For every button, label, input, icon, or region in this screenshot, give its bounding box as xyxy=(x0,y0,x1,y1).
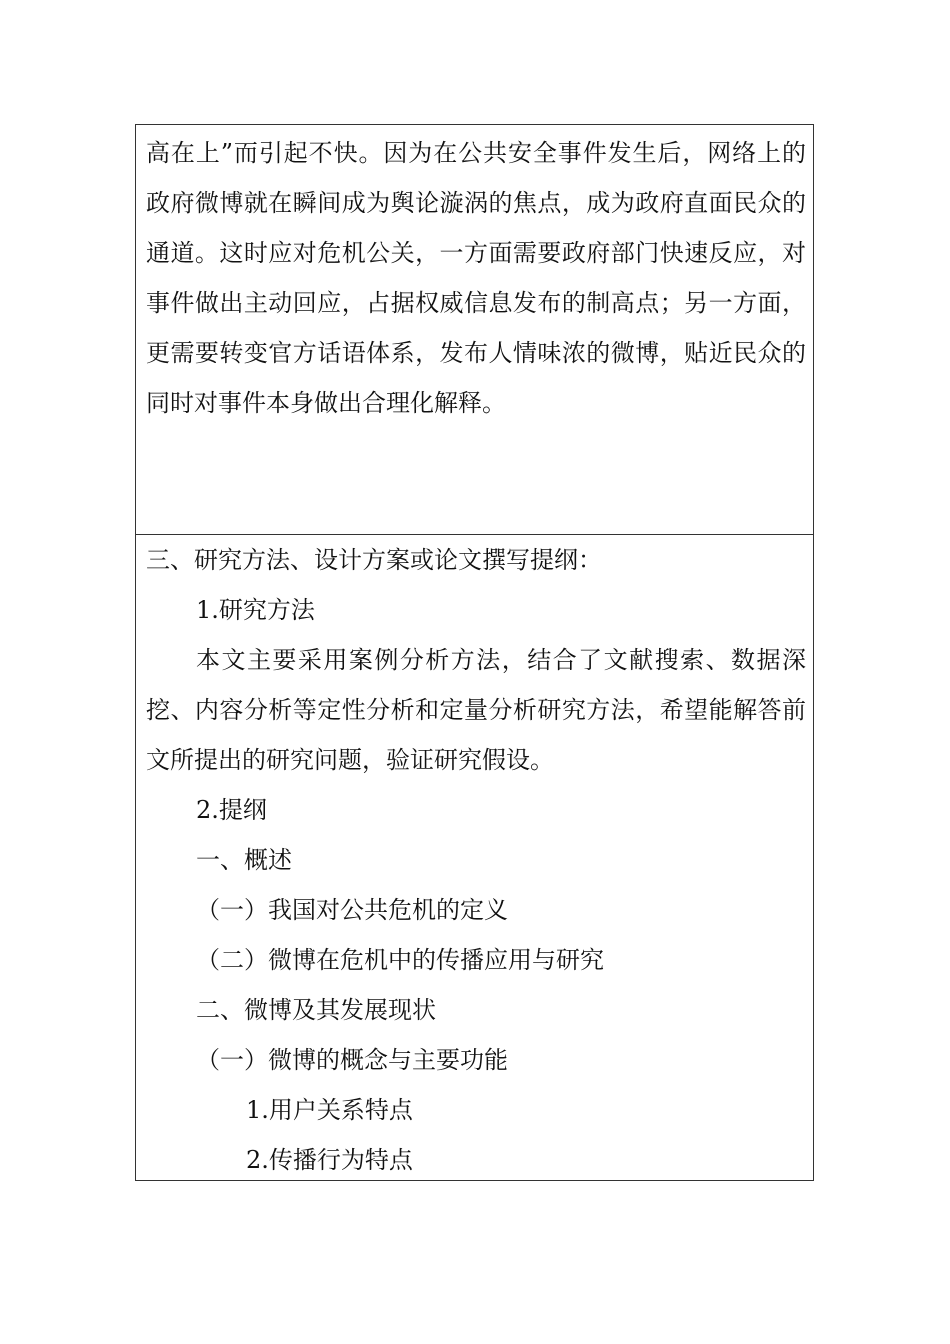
outline-item: （一）我国对公共危机的定义 xyxy=(196,896,508,924)
outline-item: 一、概述 xyxy=(196,846,292,874)
outline-title: 2.提纲 xyxy=(196,796,267,824)
research-method-paragraph: 本文主要采用案例分析方法，结合了文献搜索、数据深挖、内容分析等定性分析和定量分析研究方法，希望能解答前文所提出的研究问题，验证研究假设。 xyxy=(146,646,806,774)
section-two-cell xyxy=(136,125,813,535)
outline-item: 2.传播行为特点 xyxy=(246,1146,413,1174)
outline-item: （二）微博在危机中的传播应用与研究 xyxy=(196,946,604,974)
outline-item: （一）微博的概念与主要功能 xyxy=(196,1046,508,1074)
research-method-title: 1.研究方法 xyxy=(196,596,315,624)
outline-item: 1.用户关系特点 xyxy=(246,1096,413,1124)
section-three-cell xyxy=(136,535,813,1180)
outline-item: 二、微博及其发展现状 xyxy=(196,996,436,1024)
section-two-paragraph: 高在上”而引起不快。因为在公共安全事件发生后，网络上的政府微博就在瞬间成为舆论漩涡的焦点，成为政府直面民众的通道。这时应对危机公关，一方面需要政府部门快速反应，对事件做出主动回应，占据权威信息发布的制高点；另一方面，更需要转变官方话语体系，发布人情味浓的微博，贴近民众的同时对事件本身做出合理化解释。 xyxy=(146,139,806,417)
section-three-heading: 三、研究方法、设计方案或论文撰写提纲： xyxy=(146,546,602,574)
proposal-form-table xyxy=(135,124,814,1181)
